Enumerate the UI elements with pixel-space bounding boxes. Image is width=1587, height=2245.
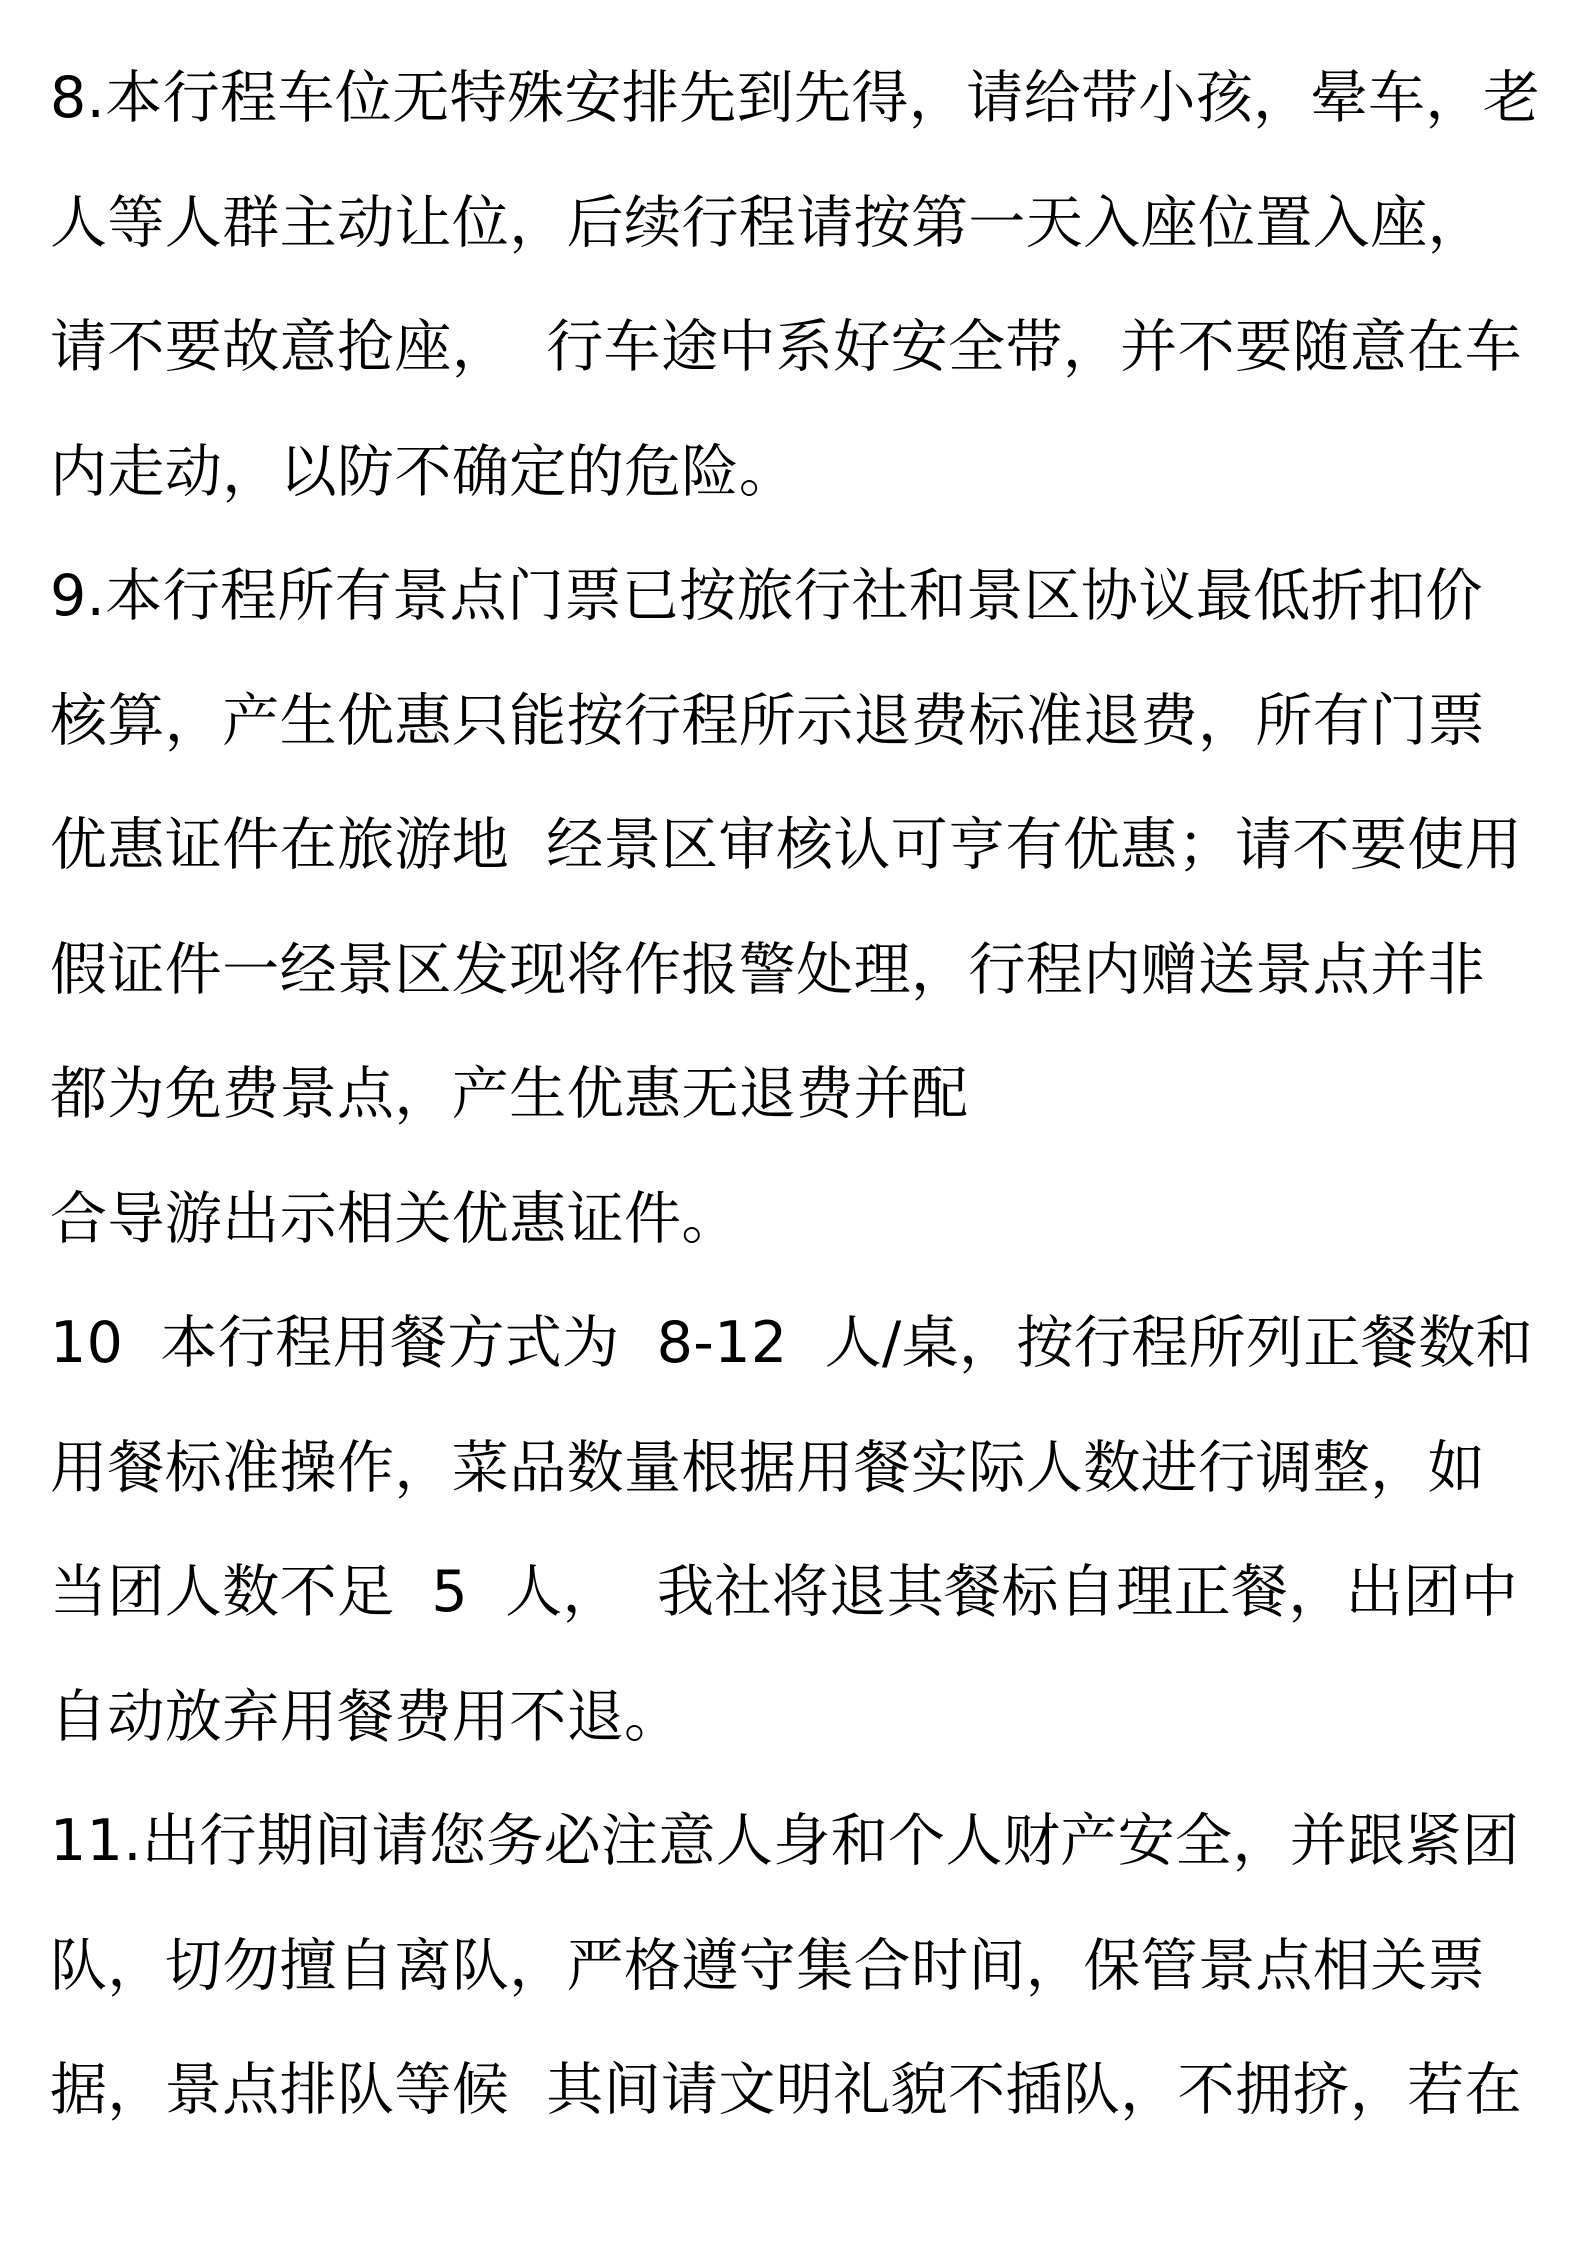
text-line: 合导游出示相关优惠证件。	[50, 1185, 739, 1252]
text-line: 都为免费景点，产生优惠无退费并配	[50, 1061, 969, 1127]
text-line: 当团人数不足 5 人， 我社将退其餐标自理正餐，出团中	[50, 1559, 1518, 1625]
text-line: 8.本行程车位无特殊安排先到先得，请给带小孩，晕车，老	[50, 65, 1541, 131]
text-line: 核算，产生优惠只能按行程所示退费标准退费，所有门票	[50, 687, 1485, 754]
text-line: 自动放弃用餐费用不退。	[50, 1683, 682, 1750]
text-line: 假证件一经景区发现将作报警处理，行程内赠送景点并非	[50, 936, 1485, 1003]
text-line: 队，切勿擅自离队，严格遵守集合时间，保管景点相关票	[50, 1932, 1485, 1999]
text-line: 10 本行程用餐方式为 8-12 人/桌，按行程所列正餐数和	[50, 1310, 1534, 1376]
text-line: 9.本行程所有景点门票已按旅行社和景区协议最低折扣价	[50, 563, 1483, 629]
text-line: 人等人群主动让位，后续行程请按第一天入座位置入座，	[50, 189, 1485, 256]
text-line: 优惠证件在旅游地 经景区审核认可亨有优惠；请不要使用	[50, 812, 1523, 878]
document-page	[50, 36, 1550, 2153]
text-line: 用餐标准操作，菜品数量根据用餐实际人数进行调整，如	[50, 1434, 1485, 1501]
text-line: 据，景点排队等候 其间请文明礼貌不插队，不拥挤，若在	[50, 2057, 1523, 2123]
text-line: 11.出行期间请您务必注意人身和个人财产安全，并跟紧团	[50, 1808, 1520, 1874]
text-line: 请不要故意抢座， 行车途中系好安全带，并不要随意在车	[50, 314, 1523, 380]
text-line: 内走动，以防不确定的危险。	[50, 438, 797, 505]
